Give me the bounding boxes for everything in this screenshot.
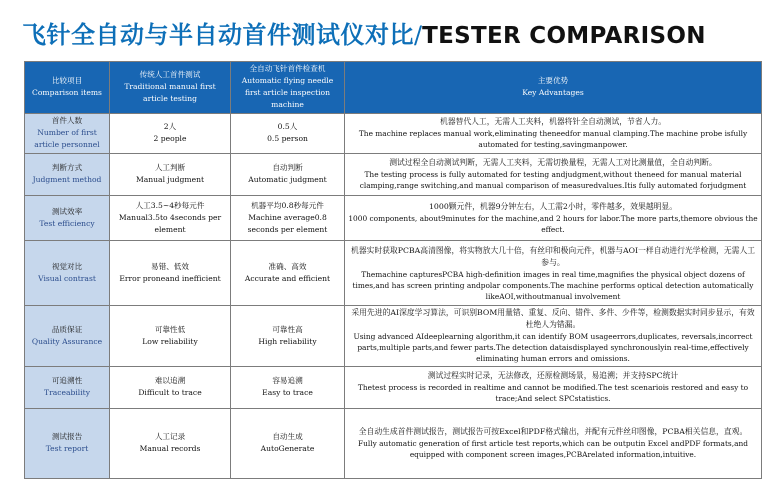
row-label: 首件人数 Number of first article personnel: [25, 113, 110, 153]
auto-cell: 自动判断 Automatic judgment: [231, 153, 345, 195]
title-separator: /: [414, 21, 423, 49]
table-row: [25, 153, 762, 195]
header-advantages: 主要优势 Key Advantages: [345, 62, 762, 114]
advantage-cell: 测试过程实时记录，无法修改，还原检测场景，易追溯；并支持SPC统计 Thetest process is recorded in realtime and cannot be modified.The test scenariois restored and easy to trace;And select SPCstatistics.: [345, 366, 762, 408]
table-row: [25, 408, 762, 478]
manual-cell: 可靠性低 Low reliability: [110, 305, 231, 366]
title-english: TESTER COMPARISON: [422, 23, 706, 49]
header-auto: 全自动飞针首件检查机 Automatic flying needle first article inspection machine: [231, 62, 345, 114]
auto-cell: 容易追溯 Easy to trace: [231, 366, 345, 408]
row-label: 测试效率 Test efficiency: [25, 195, 110, 241]
advantage-cell: 测试过程全自动测试判断，无需人工夹料，无需切换量程，无需人工对比测量值，全自动判断。 The testing process is fully automated for testing andjudgment,without theneed for manual material clamping,range switching,and manual comparison of measuredvalues.Itis fully automated forjudgment: [345, 153, 762, 195]
header-manual: 传统人工首件测试 Traditional manual first article testing: [110, 62, 231, 114]
manual-cell: 2人 2 people: [110, 113, 231, 153]
table-row: [25, 113, 762, 153]
manual-cell: 易错、低效 Error proneand inefficient: [110, 241, 231, 305]
manual-cell: 人工判断 Manual judgment: [110, 153, 231, 195]
advantage-cell: 采用先进的AI深度学习算法，可识别BOM用量错、重复、反向、错件、多件、少件等，检测数据实时同步显示，有效杜绝人为错漏。 Using advanced AIdeeplearning algorithm,it can identify BOM usageerrors,duplicates, reversals,incorrect parts,multiple parts,and fewer parts.The detection dataisdisplayed synchronouslyin real-time,effectively eliminating human errors and omissions.: [345, 305, 762, 366]
header-item: 比较项目 Comparison items: [25, 62, 110, 114]
advantage-cell: 全自动生成首件测试报告，测试报告可按Excel和PDF格式输出，并配有元件丝印图像，PCBA相关信息，直观。 Fully automatic generation of first article test reports,which can be outputin Excel andPDF formats,and equipped with component screen images,PCBArelated information,intuitive.: [345, 408, 762, 478]
row-label: 可追溯性 Traceability: [25, 366, 110, 408]
auto-cell: 机器平均0.8秒每元件 Machine average0.8 seconds per element: [231, 195, 345, 241]
manual-cell: 人工记录 Manual records: [110, 408, 231, 478]
auto-cell: 0.5人 0.5 person: [231, 113, 345, 153]
row-label: 视觉对比 Visual contrast: [25, 241, 110, 305]
title-chinese: 飞针全自动与半自动首件测试仪对比: [22, 21, 414, 49]
advantage-cell: 机器替代人工，无需人工夹料，机器将针全自动测试，节省人力。 The machine replaces manual work,eliminating theneedfor manual clamping.The machine probe isfully automated for testing,savingmanpower.: [345, 113, 762, 153]
advantage-cell: 1000颗元件，机器9分钟左右，人工需2小时，零件越多，效果越明显。 1000 components, about9minutes for the machine,and 2 hours for labor.The more parts,themore obvious the effect.: [345, 195, 762, 241]
table-row: [25, 241, 762, 305]
table-row: [25, 366, 762, 408]
manual-cell: 难以追溯 Difficult to trace: [110, 366, 231, 408]
row-label: 判断方式 Judgment method: [25, 153, 110, 195]
row-label: 测试报告 Test report: [25, 408, 110, 478]
auto-cell: 准确、高效 Accurate and efficient: [231, 241, 345, 305]
table-row: [25, 195, 762, 241]
manual-cell: 人工3.5~4秒每元件 Manual3.5to 4seconds per element: [110, 195, 231, 241]
auto-cell: 可靠性高 High reliability: [231, 305, 345, 366]
table-row: [25, 305, 762, 366]
advantage-cell: 机器实时获取PCBA高清图像，将实物放大几十倍，有丝印和极向元件，机器与AOI一样自动进行光学检测，无需人工参与。 Themachine capturesPCBA high-definition images in real time,magnifies the physical object dozens of times,and has screen printing andpolar components.The machine performs optical detection automatically likeAOI,withoutmanual involvement: [345, 241, 762, 305]
auto-cell: 自动生成 AutoGenerate: [231, 408, 345, 478]
comparison-table: [24, 61, 762, 479]
row-label: 品质保证 Quality Assurance: [25, 305, 110, 366]
table-header-row: [25, 62, 762, 114]
page-title: [22, 20, 706, 50]
